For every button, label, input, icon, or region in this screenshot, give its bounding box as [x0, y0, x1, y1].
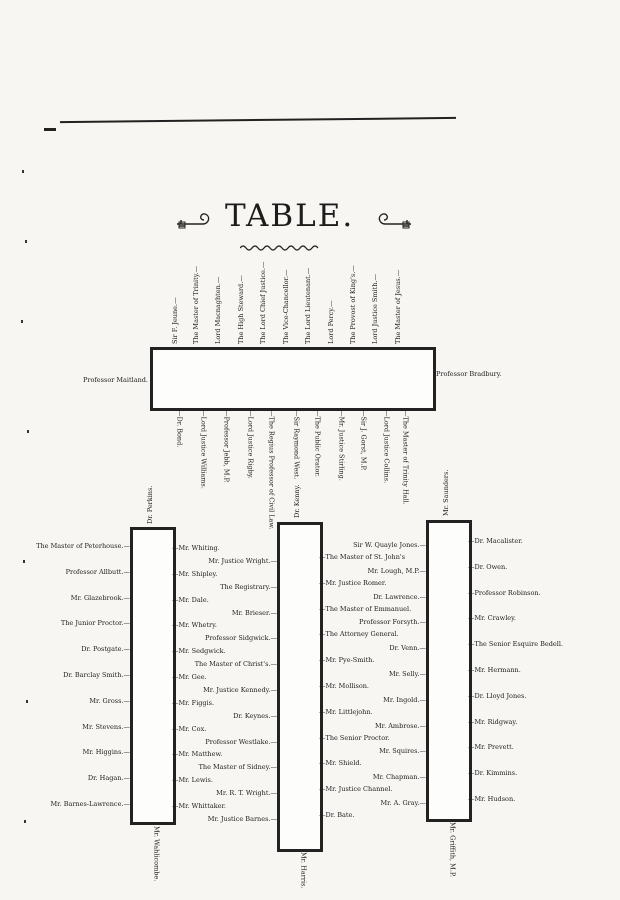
- right-ornament-icon: [369, 204, 413, 230]
- guest-name: Mr. Justice Kennedy.—: [203, 686, 277, 694]
- guest-name: The Vice-Chancellor.—: [282, 269, 290, 344]
- guest-name: —Mr. Shield.: [319, 759, 362, 768]
- guest-name: Dr. Venn.—: [389, 644, 426, 653]
- guest-name: Lord Percy.—: [327, 300, 335, 344]
- title-block: [175, 198, 415, 238]
- guest-name: —Professor Jebb, M.P.: [222, 410, 231, 483]
- guest-name: Dr. Postgate.—: [81, 645, 130, 654]
- guest-name: —The Master of St. John's: [319, 553, 406, 561]
- title-flourish: [240, 244, 320, 252]
- speck: [24, 820, 26, 823]
- guest-name: The Master of Peterhouse.—: [36, 542, 130, 550]
- guest-name: Mr. Higgins.—: [82, 748, 130, 757]
- guest-name: Mr. Ambrose.—: [375, 721, 426, 730]
- guest-name: —Mr. Littlejohn.: [319, 707, 373, 716]
- guest-name: Lord Macnaghten.—: [214, 276, 222, 344]
- rule-mark: [44, 128, 56, 131]
- guest-name: —Mr. Shipley.: [172, 569, 218, 578]
- guest-name: The Registrary.—: [220, 582, 277, 591]
- speck: [27, 430, 29, 433]
- guest-name: The High Steward.—: [237, 275, 245, 344]
- guest-name: —The Master of Emmanuel.: [319, 604, 412, 613]
- guest-name: —Sir Raymond West.: [292, 410, 301, 480]
- guest-name: —Mr. Whiting.: [172, 544, 220, 552]
- guest-name: —Lord Justice Rigby.: [246, 410, 255, 479]
- guest-name: Professor Sidgwick.—: [204, 634, 277, 643]
- guest-name: Mr. Stevens.—: [82, 722, 130, 731]
- guest-name: Dr. Barclay Smith.—: [63, 671, 130, 679]
- table-a: [130, 527, 176, 825]
- guest-name: —Mr. Whittaker.: [172, 802, 226, 810]
- guest-name: —Mr. Pye-Smith.: [319, 656, 375, 665]
- guest-name: —The Master of Trinity Hall.: [401, 410, 410, 505]
- guest-name: —Lord Justice Williams.: [199, 410, 208, 489]
- guest-name: The Master of Christ's.—: [194, 660, 277, 669]
- guest-name: The Junior Proctor.—: [60, 619, 130, 628]
- guest-name: —The Attorney General.: [319, 630, 399, 639]
- table-c: [426, 520, 472, 822]
- table-c-bottom-guest: Mr. Griffith, M.P.: [448, 822, 457, 878]
- speck: [25, 240, 27, 243]
- guest-name: The Master of Jesus.—: [394, 269, 402, 344]
- guest-name: —The Regius Professor of Civil Law.: [267, 410, 276, 530]
- guest-name: —Mr. Whetry.: [172, 621, 217, 630]
- table-b-top-guest: Dr. Kenny.: [293, 484, 301, 518]
- guest-name: —Sir J. Gorst, M.P.: [359, 410, 368, 471]
- guest-name: Mr. Brieser.—: [231, 608, 277, 617]
- guest-name: —Dr. Macalister.: [468, 537, 523, 545]
- guest-name: —Mr. Gee.: [172, 673, 207, 681]
- guest-name: —The Senior Esquire Bedell.: [468, 640, 563, 649]
- guest-name: Mr. Ingold.—: [383, 695, 426, 704]
- guest-name: Sir F. Jeune.—: [171, 297, 179, 344]
- guest-name: —Mr. Dale.: [172, 595, 209, 604]
- table-b-bottom-guest: Mr. Harris.: [299, 852, 308, 889]
- guest-name: —Mr. Figgis.: [172, 698, 215, 707]
- guest-name: —Dr. Lloyd Jones.: [468, 691, 527, 700]
- guest-name: —Lord Justice Collins.: [382, 410, 391, 484]
- guest-name: —Mr. Sedgwick.: [172, 647, 226, 656]
- guest-name: The Master of Trinity.—: [192, 265, 200, 344]
- guest-name: The Lord Chief Justice.—: [259, 261, 267, 344]
- guest-name: —Mr. Prevett.: [468, 743, 514, 752]
- guest-name: Lord Justice Smith.—: [371, 274, 379, 344]
- guest-name: Mr. Gross.—: [89, 696, 130, 705]
- guest-name: The Provost of King's.—: [349, 265, 357, 344]
- guest-name: —Professor Robinson.: [468, 588, 541, 597]
- guest-name: —Mr. Justice Romer.: [319, 578, 387, 587]
- guest-name: Mr. Chapman.—: [372, 773, 426, 782]
- head-table: [150, 347, 436, 411]
- guest-name: Mr. Barnes-Lawrence.—: [50, 800, 130, 808]
- speck: [23, 560, 25, 563]
- guest-name: Mr. Justice Barnes.—: [207, 815, 277, 823]
- guest-name: Mr. A. Gray.—: [380, 799, 426, 807]
- speck: [21, 320, 23, 323]
- table-a-bottom-guest: Mr. Wahlicombe.: [152, 826, 161, 882]
- guest-name: —Mr. Crawley.: [468, 614, 517, 623]
- guest-name: The Master of Sidney.—: [198, 763, 277, 772]
- guest-name: Mr. Lough, M.P.—: [367, 566, 426, 575]
- guest-name: —Mr. Justice Stirling.: [337, 410, 346, 481]
- guest-name: —Mr. Cox.: [172, 724, 207, 733]
- guest-name: —Dr. Kimmins.: [468, 769, 518, 778]
- guest-name: Professor Allbutt.—: [65, 567, 130, 576]
- guest-name: Mr. Glazebrook.—: [70, 593, 130, 602]
- guest-name: Mr. Selly.—: [388, 670, 426, 678]
- guest-name: The Lord Lieutenant.—: [304, 267, 312, 344]
- guest-name: Mr. Justice Wright.—: [208, 557, 277, 565]
- guest-name: Dr. Lawrence.—: [373, 592, 426, 601]
- table-a-top-guest: Dr. Perkins.: [146, 485, 154, 524]
- guest-name: —Mr. Hudson.: [468, 795, 516, 803]
- guest-name: —Dr. Bond.: [175, 410, 184, 448]
- guest-name: —Mr. Lewis.: [172, 776, 213, 785]
- head-table-right-guest: Professor Bradbury.: [436, 370, 502, 378]
- guest-name: —The Public Orator.: [313, 410, 322, 477]
- guest-name: —Dr. Bate.: [319, 811, 355, 819]
- guest-name: Mr. R. T. Wright.—: [216, 789, 277, 798]
- guest-name: —Mr. Justice Channel.: [319, 785, 393, 794]
- guest-name: Professor Westlake.—: [205, 737, 277, 746]
- speck: [22, 170, 24, 173]
- top-rule: [60, 117, 456, 123]
- guest-name: Mr. Squires.—: [379, 747, 426, 756]
- page-title: TABLE.: [225, 198, 355, 234]
- guest-name: —Dr. Owen.: [468, 562, 508, 571]
- guest-name: —Mr. Ridgway.: [468, 717, 518, 726]
- table-c-top-guest: Mr. Saunders.: [442, 469, 450, 516]
- guest-name: —The Senior Proctor.: [319, 733, 390, 742]
- guest-name: Dr. Keynes.—: [233, 711, 277, 720]
- left-ornament-icon: [175, 204, 219, 230]
- head-table-left-guest: Professor Maitland.: [83, 376, 148, 384]
- guest-name: —Mr. Hermann.: [468, 666, 521, 674]
- guest-name: Professor Forsyth.—: [359, 618, 426, 627]
- guest-name: Dr. Hagan.—: [87, 774, 130, 783]
- guest-name: —Mr. Mollison.: [319, 682, 369, 690]
- guest-name: Sir W. Quayle Jones.—: [353, 541, 426, 549]
- guest-name: —Mr. Matthew.: [172, 750, 223, 759]
